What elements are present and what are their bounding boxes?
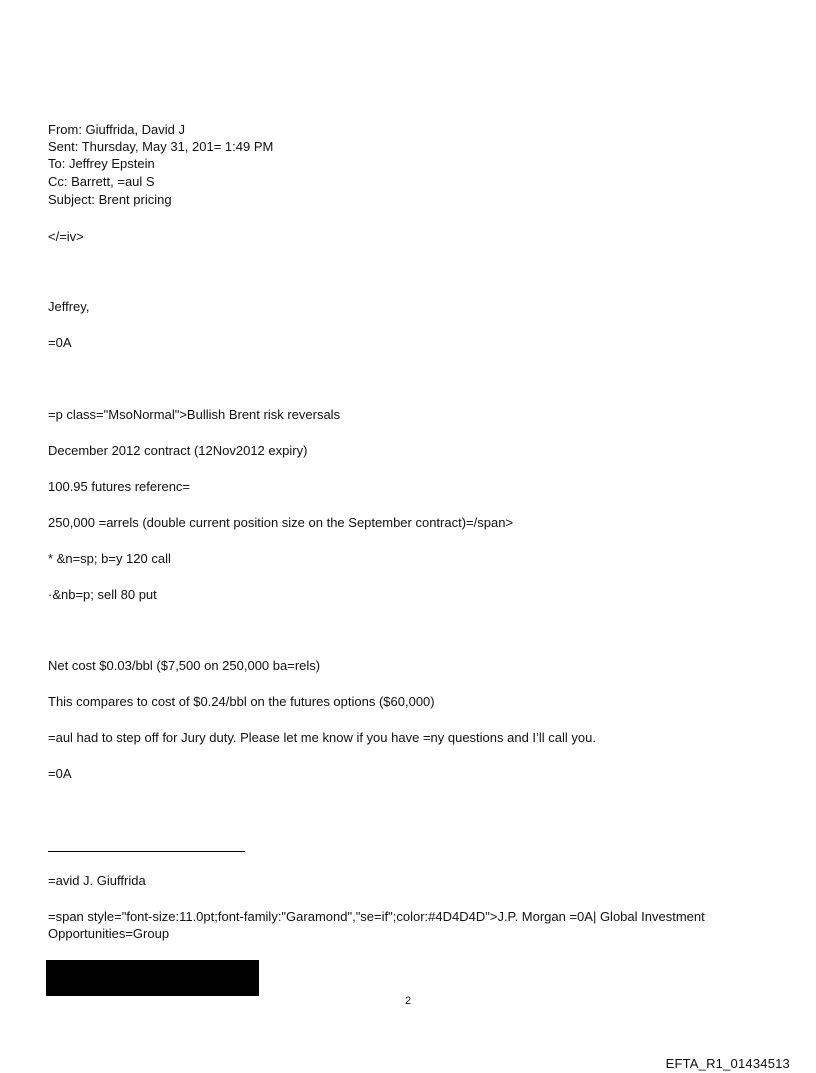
document-id: EFTA_R1_01434513 [665, 1056, 790, 1071]
futures-reference: 100.95 futures referenc= [48, 479, 191, 494]
page-number: 2 [404, 995, 412, 1007]
jury-duty-note: =aul had to step off for Jury duty. Please let me know if you have =ny questions and I’ll call you. [48, 730, 596, 745]
signature-name: =avid J. Giuffrida [48, 873, 146, 888]
signature-divider [48, 851, 245, 852]
bullet-sell-put: ·&nb=p; sell 80 put [48, 587, 157, 602]
header-sent: Sent: Thursday, May 31, 201= 1:49 PM [48, 139, 274, 154]
header-cc: Cc: Barrett, =aul S [48, 174, 155, 189]
body-heading: =p class="MsoNormal">Bullish Brent risk reversals [48, 407, 341, 422]
cost-comparison: This compares to cost of $0.24/bbl on the futures options ($60,000) [48, 694, 435, 709]
greeting: Jeffrey, [48, 299, 90, 314]
header-subject: Subject: Brent pricing [48, 192, 172, 207]
header-to: To: Jeffrey Epstein [48, 156, 155, 171]
contract-line: December 2012 contract (12Nov2012 expiry) [48, 443, 308, 458]
net-cost: Net cost $0.03/bbl ($7,500 on 250,000 ba=rels) [48, 658, 321, 673]
bullet-buy-call: * &n=sp; b=y 120 call [48, 551, 171, 566]
redaction-block [46, 960, 259, 996]
barrels-line: 250,000 =arrels (double current position size on the September contract)=/span> [48, 515, 514, 530]
div-artifact: </=iv> [48, 229, 84, 244]
encoding-artifact: =0A [48, 766, 72, 781]
header-from: From: Giuffrida, David J [48, 122, 186, 137]
signature-org: =span style="font-size:11.0pt;font-family:"Garamond","se=if";color:#4D4D4D">J.P. Morgan =0A| Global Investment Opportunities=Group [48, 909, 705, 941]
encoding-artifact: =0A [48, 335, 72, 350]
